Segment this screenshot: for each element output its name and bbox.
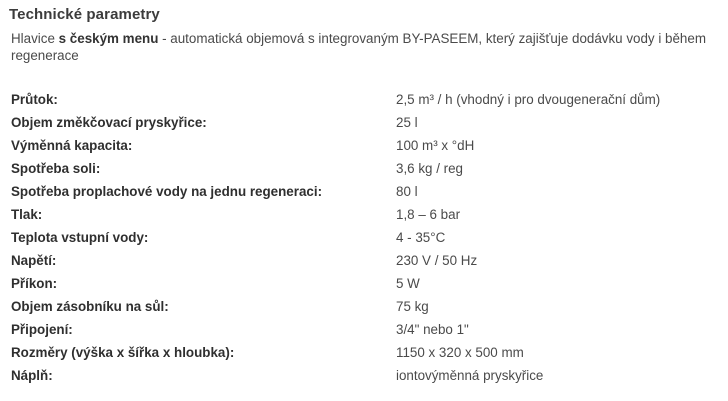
spec-value: 75 kg [396,299,429,314]
intro-paragraph [11,30,723,64]
spec-row [11,249,711,272]
spec-value: 80 l [396,184,418,199]
spec-row [11,341,711,364]
spec-value: 25 l [396,115,418,130]
spec-row [11,295,711,318]
spec-row [11,203,711,226]
spec-label: Průtok: [11,92,58,107]
spec-row [11,134,711,157]
spec-value: 4 - 35°C [396,230,446,245]
spec-row [11,272,711,295]
spec-label: Příkon: [11,276,58,291]
spec-row [11,111,711,134]
spec-label: Výměnná kapacita: [11,138,133,153]
spec-row [11,88,711,111]
spec-label: Připojení: [11,322,73,337]
intro-bold: s českým menu [58,31,159,46]
intro-suffix: - automatická objemová s integrovaným BY-PASEEM, který zajišťuje dodávku vody i během regenerace [11,31,706,63]
intro-prefix: Hlavice [11,31,59,46]
spec-value: 3,6 kg / reg [396,161,463,176]
spec-label: Tlak: [11,207,43,222]
spec-row [11,180,711,203]
spec-label: Spotřeba proplachové vody na jednu regeneraci: [11,184,323,199]
spec-label: Spotřeba soli: [11,161,101,176]
spec-row [11,157,711,180]
spec-label: Náplň: [11,368,53,383]
spec-row [11,318,711,341]
spec-label: Objem změkčovací pryskyřice: [11,115,207,130]
spec-label: Rozměry (výška x šířka x hloubka): [11,345,235,360]
spec-value: 1150 x 320 x 500 mm [396,345,524,360]
spec-row [11,364,711,387]
spec-value: 5 W [396,276,420,291]
spec-value: 1,8 – 6 bar [396,207,461,222]
spec-label: Teplota vstupní vody: [11,230,149,245]
spec-label: Napětí: [11,253,57,268]
spec-label: Objem zásobníku na sůl: [11,299,169,314]
spec-table [11,88,711,387]
spec-value: 230 V / 50 Hz [396,253,478,268]
spec-value: 3/4" nebo 1" [396,322,469,337]
spec-value: 2,5 m³ / h (vhodný i pro dvougenerační dům) [396,92,661,107]
spec-value: 100 m³ x °dH [396,138,475,153]
section-title: Technické parametry [9,6,160,23]
spec-row [11,226,711,249]
spec-value: iontovýměnná pryskyřice [396,368,544,383]
